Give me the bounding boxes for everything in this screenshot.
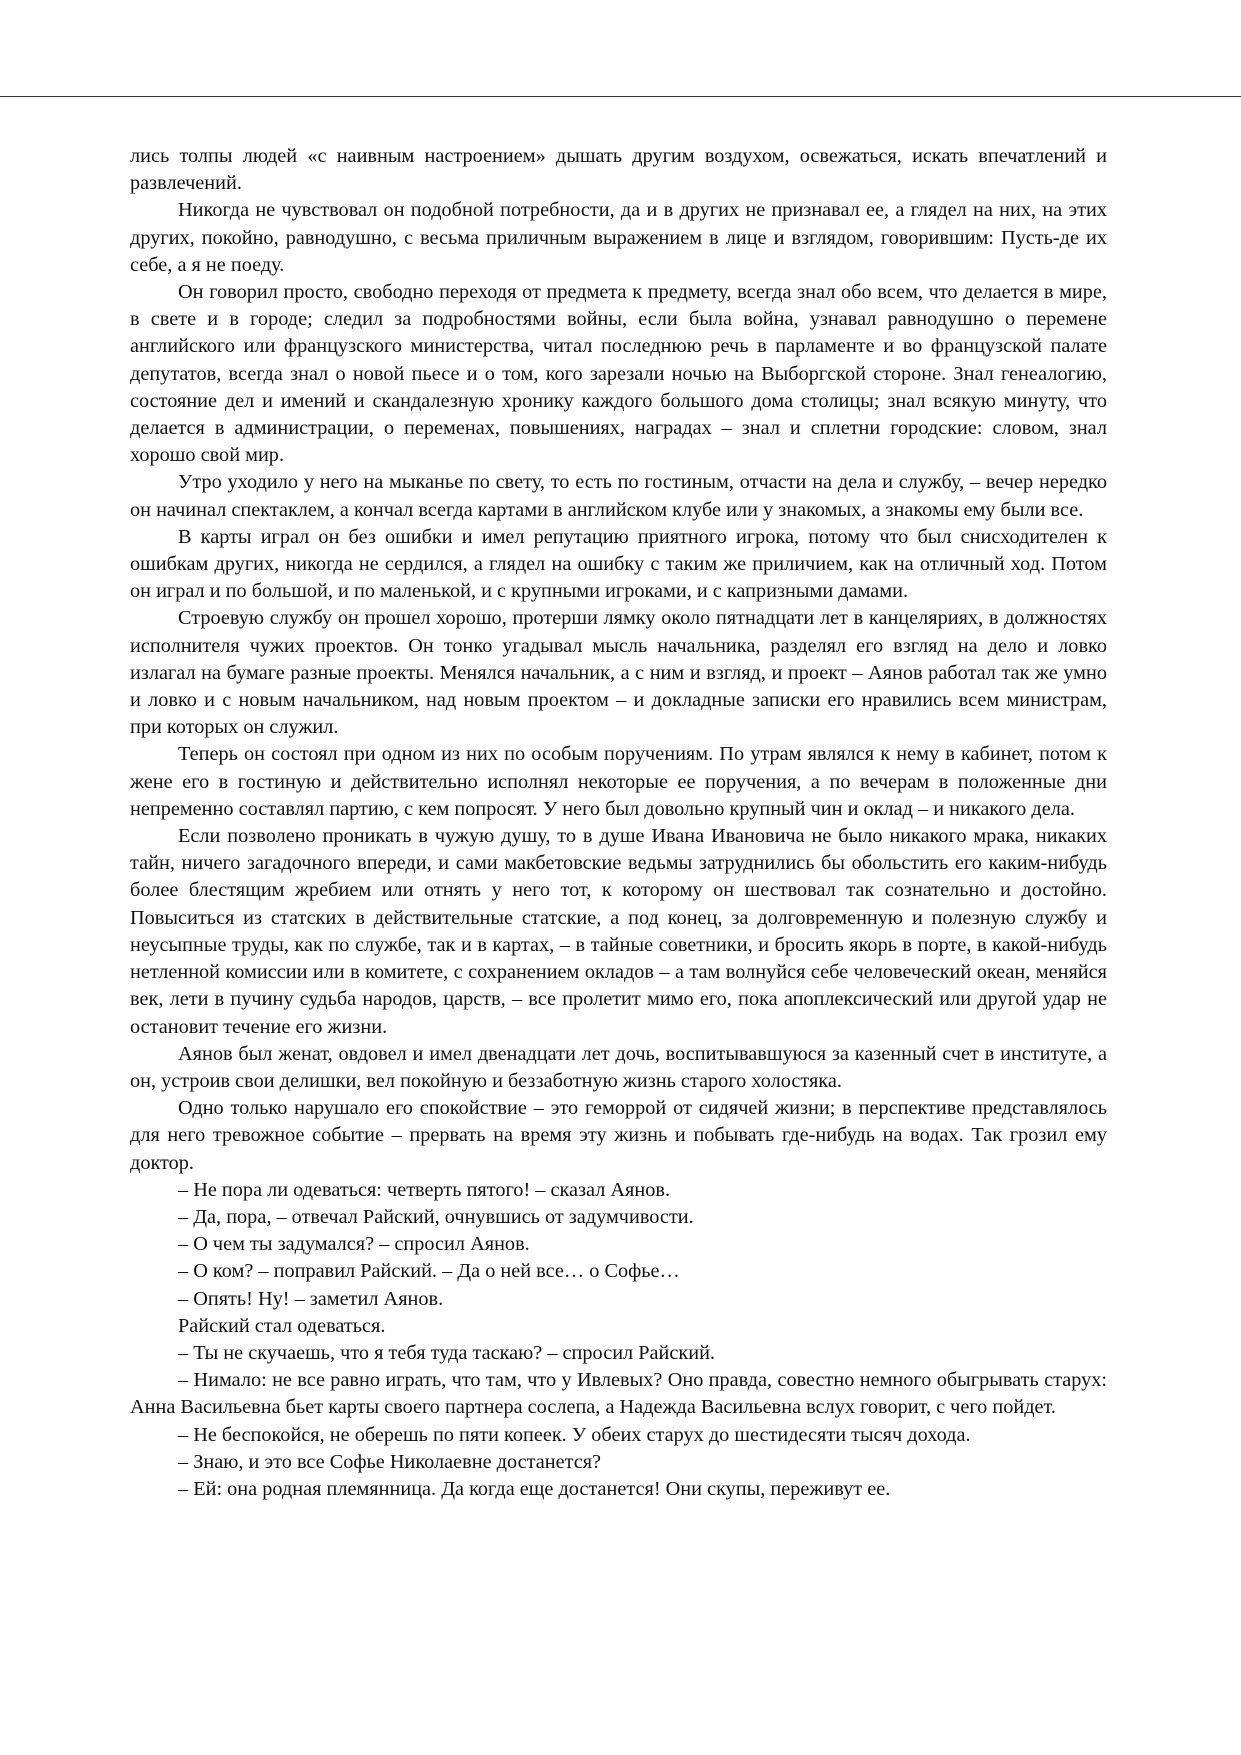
paragraph-3: Он говорил просто, свободно переходя от предмета к предмету, всегда знал обо всем, что делается в мире, в свете и в городе; следил за подробностями войны, если была война, узнавал равнодушно о перемене английского или французского министерства, читал последнюю речь в парламенте и во французской палате депутатов, всегда знал о новой пьесе и о том, кого зарезали ночью на Выборгской стороне. Знал генеалогию, состояние дел и имений и скандалезную хронику каждого большого дома столицы; знал всякую минуту, что делается в администрации, о переменах, повышениях, наградах – знал и сплетни городские: словом, знал хорошо свой мир. [130, 281, 1107, 467]
dialogue-line-9: – Знаю, и это все Софье Николаевне достанется? [178, 1450, 602, 1473]
paragraph-9: Аянов был женат, овдовел и имел двенадцати лет дочь, воспитывавшуюся за казенный счет в институте, а он, устроив свои делишки, вел покойную и беззаботную жизнь старого холостяка. [130, 1042, 1107, 1092]
dialogue-line-4: – О ком? – поправил Райский. – Да о ней все… о Софье… [178, 1260, 680, 1283]
dialogue-line-7: – Нимало: не все равно играть, что там, что у Ивлевых? Оно правда, совестно немного обыгрывать старух: Анна Васильевна бьет карты своего партнера сослепа, а Надежда Васильевна вслух говорит, с чего пойдет. [130, 1369, 1107, 1419]
paragraph-8: Если позволено проникать в чужую душу, то в душе Ивана Ивановича не было никакого мрака, никаких тайн, ничего загадочного впереди, и сами макбетовские ведьмы затруднились бы обольстить его каким-нибудь более блестящим жребием или отнять у него тот, к которому он шествовал так сознательно и достойно. Повыситься из статских в действительные статские, а под конец, за долговременную и полезную службу и неусыпные труды, как по службе, так и в картах, – в тайные советники, и бросить якорь в порте, в какой-нибудь нетленной комиссии или в комитете, с сохранением окладов – а там волнуйся себе человеческий океан, меняйся век, лети в пучину судьба народов, царств, – все пролетит мимо его, пока апоплексический или другой удар не остановит течение его жизни. [130, 825, 1107, 1038]
paragraph-6: Строевую службу он прошел хорошо, протерши лямку около пятнадцати лет в канцеляриях, в должностях исполнителя чужих проектов. Он тонко угадывал мысль начальника, разделял его взгляд на дело и ловко излагал на бумаге разные проекты. Менялся начальник, а с ним и взгляд, и проект – Аянов работал так же умно и ловко и с новым начальником, над новым проектом – и докладные записки его нравились всем министрам, при которых он служил. [130, 607, 1107, 739]
narration-line: Райский стал одеваться. [178, 1314, 386, 1337]
paragraph-2: Никогда не чувствовал он подобной потребности, да и в других не признавал ее, а глядел на них, на этих других, покойно, равнодушно, с весьма приличным выражением в лице и взглядом, говорившим: Пусть-де их себе, а я не поеду. [130, 199, 1107, 276]
paragraph-4: Утро уходило у него на мыканье по свету, то есть по гостиным, отчасти на дела и службу, – вечер нередко он начинал спектаклем, а кончал всегда картами в английском клубе или у знакомых, а знакомы ему были все. [130, 471, 1107, 521]
paragraph-5: В карты играл он без ошибки и имел репутацию приятного игрока, потому что был снисходителен к ошибкам других, никогда не сердился, а глядел на ошибку с таким же приличием, как на отличный ход. Потом он играл и по большой, и по маленькой, и с крупными игроками, и с капризными дамами. [130, 525, 1107, 603]
dialogue-line-5: – Опять! Ну! – заметил Аянов. [178, 1287, 444, 1310]
paragraph-1: лись толпы людей «с наивным настроением» дышать другим воздухом, освежаться, искать впечатлений и развлечений. [130, 145, 1107, 195]
dialogue-line-2: – Да, пора, – отвечал Райский, очнувшись от задумчивости. [178, 1205, 694, 1228]
dialogue-line-10: – Ей: она родная племянница. Да когда еще достанется! Они скупы, переживут ее. [178, 1477, 891, 1500]
paragraph-7: Теперь он состоял при одном из них по особым поручениям. По утрам являлся к нему в кабинет, потом к жене его в гостиную и действительно исполнял некоторые ее поручения, а по вечерам в положенные дни непременно составлял партию, с кем попросят. У него был довольно крупный чин и оклад – и никакого дела. [130, 743, 1107, 820]
dialogue-line-1: – Не пора ли одеваться: четверть пятого! – сказал Аянов. [178, 1178, 671, 1201]
dialogue-line-6: – Ты не скучаешь, что я тебя туда таскаю? – спросил Райский. [178, 1341, 716, 1364]
document-body [130, 143, 1107, 1503]
header-rule [0, 96, 1241, 97]
paragraph-10: Одно только нарушало его спокойствие – это геморрой от сидячей жизни; в перспективе представлялось для него тревожное событие – прервать на время эту жизнь и побывать где-нибудь на водах. Так грозил ему доктор. [130, 1097, 1107, 1174]
dialogue-line-3: – О чем ты задумался? – спросил Аянов. [178, 1233, 530, 1256]
dialogue-line-8: – Не беспокойся, не оберешь по пяти копеек. У обеих старух до шестидесяти тысяч дохода. [178, 1423, 971, 1446]
